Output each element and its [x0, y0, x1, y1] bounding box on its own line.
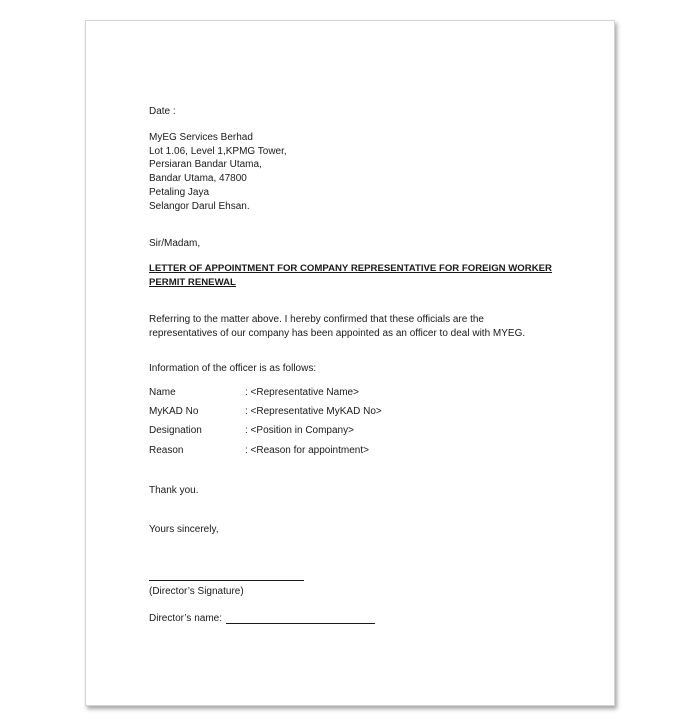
signature-line — [149, 580, 304, 581]
closing-text: Yours sincerely, — [149, 524, 219, 535]
date-label: Date : — [149, 106, 176, 117]
letter-body — [149, 313, 525, 340]
director-name-line — [226, 623, 375, 624]
address-line: Persiaran Bandar Utama, — [149, 159, 262, 171]
signature-caption: (Director’s Signature) — [149, 586, 244, 597]
officer-info-value: : <Reason for appointment> — [245, 445, 369, 456]
officer-info-label: Reason — [149, 445, 184, 456]
subject-line: PERMIT RENEWAL — [149, 276, 236, 288]
subject-line: LETTER OF APPOINTMENT FOR COMPANY REPRESENTATIVE FOR FOREIGN WORKER — [149, 263, 552, 274]
address-line: MyEG Services Berhad — [149, 132, 253, 143]
director-name-label: Director’s name: — [149, 613, 222, 624]
body-line: Referring to the matter above. I hereby confirmed that these officials are the — [149, 314, 484, 325]
officer-info-label: MyKAD No — [149, 406, 199, 417]
body-line: representatives of our company has been appointed as an officer to deal with MYEG. — [149, 327, 526, 339]
thanks-text: Thank you. — [149, 485, 199, 496]
address-line: Bandar Utama, 47800 — [149, 173, 247, 185]
salutation: Sir/Madam, — [149, 238, 201, 249]
address-line: Lot 1.06, Level 1,KPMG Tower, — [149, 145, 287, 157]
letter-subject — [149, 262, 552, 289]
info-intro: Information of the officer is as follows: — [149, 363, 317, 374]
officer-info-label: Name — [149, 387, 176, 398]
officer-info-value: : <Representative Name> — [245, 387, 359, 398]
address-line: Petaling Jaya — [149, 186, 210, 198]
address-line: Selangor Darul Ehsan. — [149, 200, 250, 212]
officer-info-value: : <Representative MyKAD No> — [245, 406, 382, 417]
officer-info-label: Designation — [149, 425, 202, 436]
officer-info-value: : <Position in Company> — [245, 425, 354, 436]
recipient-address — [149, 131, 287, 213]
letter-page — [85, 20, 615, 706]
